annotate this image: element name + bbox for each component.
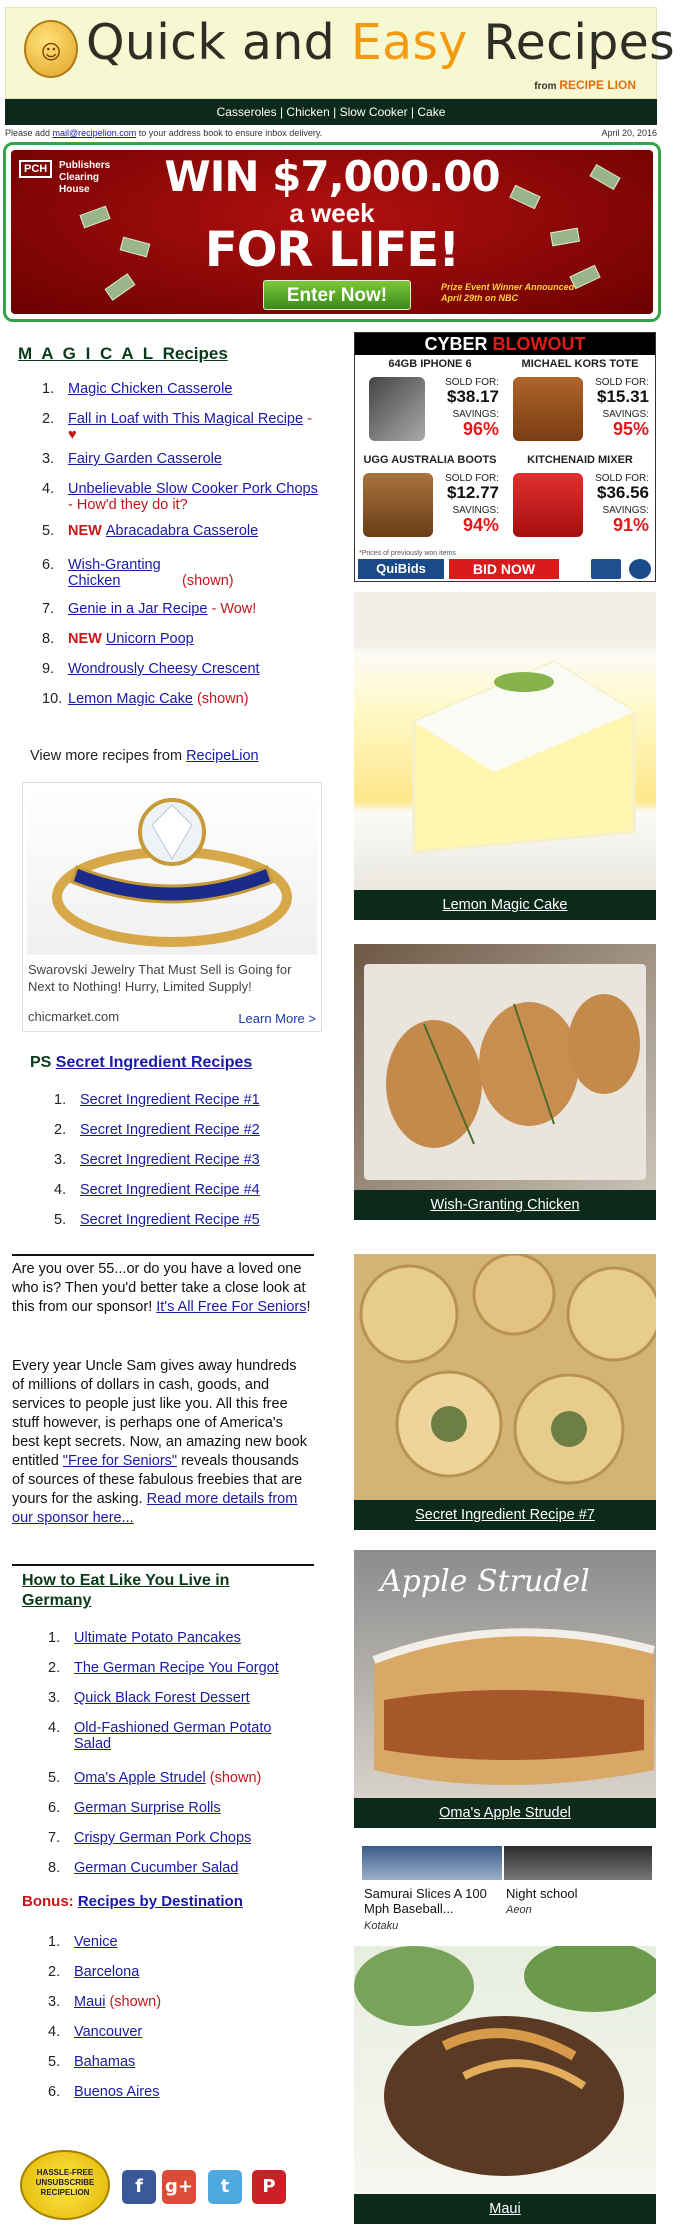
savings-label: SAVINGS: xyxy=(602,505,649,516)
list-item xyxy=(30,1720,320,1770)
list-number: 1. xyxy=(54,1092,67,1108)
recipe-link[interactable]: Lemon Magic Cake xyxy=(68,691,193,707)
title-part-quick-and: Quick and xyxy=(86,14,336,71)
list-item xyxy=(36,1212,316,1242)
pch-banner[interactable] xyxy=(11,150,653,314)
lemon-magic-cake-link[interactable]: Lemon Magic Cake xyxy=(442,897,568,913)
free-for-seniors-link[interactable]: It's All Free For Seniors xyxy=(156,1299,307,1315)
sponsor-details-link[interactable]: Read more details from our sponsor here... xyxy=(12,1491,298,1526)
list-item xyxy=(30,1630,320,1660)
destination-heading xyxy=(22,1893,243,1910)
cyber-title: CYBER xyxy=(424,334,488,354)
prize-note xyxy=(441,282,574,304)
recipe-link[interactable]: Oma's Apple Strudel xyxy=(74,1770,206,1786)
recipe-link[interactable]: Genie in a Jar Recipe xyxy=(68,601,208,617)
badge-line: HASSLE-FREE xyxy=(36,2168,94,2177)
recipe-link[interactable]: Secret Ingredient Recipe #5 xyxy=(80,1212,260,1228)
destination-list xyxy=(30,1934,320,2114)
list-number: 8. xyxy=(42,631,55,647)
nav-cake[interactable]: Cake xyxy=(417,105,446,119)
savings-label: SAVINGS: xyxy=(452,409,499,420)
list-number: 3. xyxy=(54,1152,67,1168)
recipelion-link[interactable]: RecipeLion xyxy=(186,748,259,764)
recipe-link[interactable]: Secret Ingredient Recipe #4 xyxy=(80,1182,260,1198)
savings-percent: 95% xyxy=(612,419,649,439)
list-number: 7. xyxy=(48,1830,61,1846)
nav-separator: | xyxy=(407,105,418,119)
recipe-link[interactable]: German Surprise Rolls xyxy=(74,1800,221,1816)
recipe-link[interactable]: Unicorn Poop xyxy=(105,631,194,647)
title-part-recipes: Recipes xyxy=(483,14,675,71)
sponsored-source: Aeon xyxy=(506,1904,532,1916)
germany-heading xyxy=(22,1571,292,1611)
secret-ingredient-recipe-7-link[interactable]: Secret Ingredient Recipe #7 xyxy=(415,1507,595,1523)
magical-recipes-heading xyxy=(18,344,228,364)
list-number: 2. xyxy=(48,1964,61,1980)
list-item xyxy=(24,481,324,523)
divider xyxy=(12,1254,314,1256)
issue-date: April 20, 2016 xyxy=(601,128,657,138)
list-number: 4. xyxy=(48,2024,61,2040)
recipe-link[interactable]: Wondrously Cheesy Crescent xyxy=(68,661,260,677)
ad-domain: chicmarket.com xyxy=(28,1009,120,1024)
nav-separator: | xyxy=(329,105,340,119)
ring-image[interactable] xyxy=(27,787,317,955)
recipes-by-destination-link[interactable]: Recipes by Destination xyxy=(77,1893,243,1910)
jewelry-ad[interactable] xyxy=(22,782,322,1032)
recipe-link[interactable]: German Cucumber Salad xyxy=(74,1860,239,1876)
bbb-accredited-icon xyxy=(591,559,621,579)
destination-link[interactable]: Bahamas xyxy=(74,2054,136,2070)
list-item xyxy=(30,1934,320,1964)
new-badge: NEW xyxy=(68,631,106,647)
item-name: KITCHENAID MIXER xyxy=(527,454,633,466)
photo-caption xyxy=(354,1500,656,1530)
recipe-note: - Wow! xyxy=(207,601,257,617)
recipe-note: - How'd they do it? xyxy=(68,497,188,513)
view-more-text: View more recipes from xyxy=(30,748,187,764)
list-item xyxy=(30,1860,320,1890)
seniors-paragraph-1 xyxy=(12,1260,312,1317)
cyber-header xyxy=(355,333,655,355)
sold-label: SOLD FOR: xyxy=(445,473,499,484)
ring-illustration xyxy=(27,787,317,955)
list-item xyxy=(30,1830,320,1860)
site-title[interactable] xyxy=(86,14,675,71)
secret-ingredient-link[interactable]: Secret Ingredient Recipes xyxy=(55,1054,253,1071)
free-for-seniors-book-link[interactable]: "Free for Seniors" xyxy=(62,1453,178,1469)
seniors-text-end: ! xyxy=(306,1299,311,1315)
pch-banner-ad[interactable] xyxy=(3,142,661,322)
new-badge: NEW xyxy=(68,523,106,539)
email-link[interactable]: mail@recipelion.com xyxy=(52,128,137,138)
recipe-link[interactable]: Fall in Loaf with This Magical Recipe xyxy=(68,411,304,427)
list-item xyxy=(24,523,324,553)
banner-subline: a week xyxy=(289,198,375,228)
list-number: 5. xyxy=(54,1212,67,1228)
list-item xyxy=(30,1964,320,1994)
recipe-link[interactable]: Secret Ingredient Recipe #1 xyxy=(80,1092,260,1108)
boots-image xyxy=(363,473,433,537)
list-item xyxy=(30,1770,320,1800)
recipe-link[interactable]: Secret Ingredient Recipe #3 xyxy=(80,1152,260,1168)
ps-label: PS xyxy=(30,1054,56,1071)
list-item xyxy=(36,1092,316,1122)
header xyxy=(5,7,675,99)
recipe-link[interactable]: Old-Fashioned German Potato Salad xyxy=(74,1720,272,1752)
list-number: 3. xyxy=(48,1994,61,2010)
maui-link[interactable]: Maui xyxy=(489,2201,521,2217)
list-number: 3. xyxy=(42,451,55,467)
list-number: 8. xyxy=(48,1860,61,1876)
list-item xyxy=(30,2024,320,2054)
recipelion-mascot-icon: ☺ xyxy=(24,20,78,78)
germany-heading-text: How to Eat Like You Live in Germany xyxy=(22,1572,230,1609)
photo-card[interactable] xyxy=(354,944,656,1220)
list-item xyxy=(36,1122,316,1152)
recipe-link[interactable]: Ultimate Potato Pancakes xyxy=(74,1630,241,1646)
item-name: UGG AUSTRALIA BOOTS xyxy=(363,454,497,466)
list-number: 2. xyxy=(54,1122,67,1138)
list-item xyxy=(36,1152,316,1182)
recipe-link[interactable]: Wish-Granting Chicken xyxy=(68,557,161,589)
apple-strudel-overlay-text: Apple Strudel xyxy=(380,1564,590,1599)
enter-now-button[interactable]: Enter Now! xyxy=(263,280,411,310)
list-number: 2. xyxy=(42,411,55,427)
google-plus-icon[interactable] xyxy=(162,2170,196,2204)
tote-image xyxy=(513,377,583,441)
auction-item[interactable] xyxy=(355,451,505,547)
list-item xyxy=(30,1800,320,1830)
recipe-note: (shown) xyxy=(205,1770,262,1786)
magical-recipe-list xyxy=(24,381,324,721)
banner-headline-2: FOR LIFE! xyxy=(204,222,460,278)
apple-strudel-image[interactable] xyxy=(354,1550,656,1798)
nav-casseroles[interactable]: Casseroles xyxy=(216,105,277,119)
seniors-text: Every year Uncle Sam gives away hundreds of millions of dollars in cash, goods, and services to people just like you. All this free stuff however, is perhaps one of America's best kept secrets. Now, an amazing new book entitled xyxy=(12,1358,307,1469)
photo-card[interactable] xyxy=(354,1254,656,1530)
list-number: 4. xyxy=(54,1182,67,1198)
seniors-paragraph-2 xyxy=(12,1357,312,1528)
destination-link[interactable]: Venice xyxy=(74,1934,118,1950)
list-item xyxy=(24,381,324,411)
list-item xyxy=(30,2084,320,2114)
destination-link[interactable]: Vancouver xyxy=(74,2024,143,2040)
savings-label: SAVINGS: xyxy=(452,505,499,516)
secret-ingredient-heading xyxy=(30,1054,252,1072)
sold-price: $36.56 xyxy=(597,483,649,502)
cyber-blowout-ad[interactable] xyxy=(354,332,656,582)
bonus-label: Bonus: xyxy=(22,1893,78,1910)
category-nav xyxy=(5,99,657,125)
sponsored-thumbnail[interactable] xyxy=(362,1846,502,1880)
photo-caption xyxy=(354,890,656,920)
germany-recipe-list xyxy=(30,1630,320,1890)
savings-label: SAVINGS: xyxy=(602,409,649,420)
recipe-note: (shown) xyxy=(192,691,249,707)
list-item xyxy=(30,1660,320,1690)
list-number: 3. xyxy=(48,1690,61,1706)
pinterest-glyph: P xyxy=(262,2176,276,2197)
recipe-note: (shown) xyxy=(178,573,234,589)
photo-caption xyxy=(354,2194,656,2224)
item-name: MICHAEL KORS TOTE xyxy=(521,358,639,370)
list-number: 1. xyxy=(42,381,55,397)
photo-card[interactable] xyxy=(354,592,656,920)
lemon-magic-cake-image[interactable] xyxy=(354,592,656,890)
auction-item[interactable] xyxy=(505,355,655,451)
sold-label: SOLD FOR: xyxy=(445,377,499,388)
list-item xyxy=(30,2054,320,2084)
google-plus-glyph: g+ xyxy=(165,2176,193,2197)
maui-image[interactable] xyxy=(354,1946,656,2194)
recipe-link[interactable]: Fairy Garden Casserole xyxy=(68,451,222,467)
recipe-link[interactable]: Secret Ingredient Recipe #2 xyxy=(80,1122,260,1138)
bid-now-button[interactable]: BID NOW xyxy=(449,559,559,579)
wish-granting-chicken-link[interactable]: Wish-Granting Chicken xyxy=(430,1197,580,1213)
list-number: 5. xyxy=(48,2054,61,2070)
view-more-line xyxy=(30,748,259,764)
photo-caption xyxy=(354,1190,656,1220)
pch-line: Publishers xyxy=(59,160,111,171)
sold-label: SOLD FOR: xyxy=(595,377,649,388)
secret-recipe-list xyxy=(36,1092,316,1242)
prices-note: *Prices of previously won items xyxy=(359,550,456,557)
pch-line: House xyxy=(59,184,90,195)
destination-link[interactable]: Maui xyxy=(74,1994,106,2010)
list-item xyxy=(30,1994,320,2024)
quibids-logo: QuiBids xyxy=(358,559,444,579)
hassle-free-unsubscribe-badge[interactable] xyxy=(20,2150,110,2220)
savings-percent: 91% xyxy=(612,515,649,535)
facebook-icon[interactable] xyxy=(122,2170,156,2204)
learn-more-link[interactable]: Learn More > xyxy=(238,1011,316,1026)
sold-label: SOLD FOR: xyxy=(595,473,649,484)
sponsored-thumbnail[interactable] xyxy=(504,1846,652,1880)
list-number: 10. xyxy=(42,691,63,707)
pinterest-icon[interactable] xyxy=(252,2170,286,2204)
twitter-icon[interactable] xyxy=(208,2170,242,2204)
auction-item[interactable] xyxy=(355,355,505,451)
prize-line-1: Prize Event Winner Announced xyxy=(441,282,575,292)
heading-recipes: Recipes xyxy=(162,344,228,363)
badge-line: RECIPELION xyxy=(40,2188,90,2197)
apple-strudel-link[interactable]: Oma's Apple Strudel xyxy=(439,1805,571,1821)
list-item xyxy=(30,1690,320,1720)
list-item xyxy=(36,1182,316,1212)
twitter-glyph: t xyxy=(220,2176,230,2197)
savings-percent: 96% xyxy=(462,419,499,439)
ad-copy: Swarovski Jewelry That Must Sell is Going for Next to Nothing! Hurry, Limited Supply! xyxy=(28,962,292,994)
nav-slow-cooker[interactable]: Slow Cooker xyxy=(339,105,408,119)
notice-suffix: to your address book to ensure inbox delivery. xyxy=(136,128,323,138)
recipe-link[interactable]: Quick Black Forest Dessert xyxy=(74,1690,250,1706)
list-item xyxy=(24,451,324,481)
byline xyxy=(534,78,636,92)
recipe-note: - ♥ xyxy=(68,411,312,443)
seniors-text: Are you over 55...or do you have a loved one who is? Then you'd better take a close look at this from our sponsor! xyxy=(12,1261,306,1315)
pch-logo-box: PCH xyxy=(19,160,52,178)
phone-image xyxy=(369,377,425,441)
list-number: 6. xyxy=(48,2084,61,2100)
facebook-glyph: f xyxy=(135,2176,143,2197)
notice-prefix: Please add xyxy=(5,128,53,138)
prize-line-2: April 29th on NBC xyxy=(441,293,519,303)
blowout-title: BLOWOUT xyxy=(492,334,586,354)
photo-caption xyxy=(354,1798,656,1828)
nav-chicken[interactable]: Chicken xyxy=(286,105,330,119)
list-item xyxy=(24,553,324,601)
badge-line: UNSUBSCRIBE xyxy=(35,2178,95,2187)
mixer-image xyxy=(513,473,583,537)
divider xyxy=(12,1564,314,1566)
seniors-text: reveals thousands of sources of these fabulous freebies that are yours for the asking. xyxy=(12,1453,303,1507)
wish-granting-chicken-image[interactable] xyxy=(354,944,656,1190)
list-number: 4. xyxy=(48,1720,61,1736)
a-rating-icon xyxy=(629,559,651,579)
recipe-link[interactable]: Abracadabra Casserole xyxy=(105,523,259,539)
sponsored-title[interactable]: Night school xyxy=(506,1886,578,1901)
recipe-link[interactable]: Magic Chicken Casserole xyxy=(68,381,233,397)
recipe-link[interactable]: Unbelievable Slow Cooker Pork Chops xyxy=(68,481,318,497)
list-number: 6. xyxy=(42,557,55,573)
destination-link[interactable]: Barcelona xyxy=(74,1964,140,1980)
list-number: 1. xyxy=(48,1934,61,1950)
sponsored-stories xyxy=(362,1846,652,1936)
savings-percent: 94% xyxy=(462,515,499,535)
list-item xyxy=(24,601,324,631)
list-number: 1. xyxy=(48,1630,61,1646)
sold-price: $12.77 xyxy=(447,483,499,502)
recipe-link[interactable]: The German Recipe You Forgot xyxy=(74,1660,279,1676)
sold-price: $15.31 xyxy=(597,387,649,406)
sponsored-title[interactable]: Samurai Slices A 100 Mph Baseball... xyxy=(364,1886,487,1916)
list-number: 7. xyxy=(42,601,55,617)
recipe-note: (shown) xyxy=(105,1994,162,2010)
photo-card[interactable] xyxy=(354,1550,656,1828)
auction-item[interactable] xyxy=(505,451,655,547)
list-item xyxy=(24,631,324,661)
title-part-easy: Easy xyxy=(350,14,468,71)
brand-logo-text[interactable]: RECIPE LION xyxy=(559,78,636,92)
list-number: 6. xyxy=(48,1800,61,1816)
recipe-link[interactable]: Crispy German Pork Chops xyxy=(74,1830,252,1846)
list-item xyxy=(24,411,324,451)
pch-line: Clearing xyxy=(59,172,100,183)
list-number: 9. xyxy=(42,661,55,677)
sponsored-source: Kotaku xyxy=(364,1920,399,1932)
list-number: 5. xyxy=(42,523,55,539)
byline-from: from xyxy=(534,81,557,92)
list-number: 5. xyxy=(48,1770,61,1786)
secret-ingredient-recipe-7-image[interactable] xyxy=(354,1254,656,1500)
list-number: 4. xyxy=(42,481,55,497)
banner-headline: WIN $7,000.00 xyxy=(164,152,500,201)
heading-magical: M A G I C A L xyxy=(18,344,156,363)
photo-card[interactable] xyxy=(354,1946,656,2224)
sold-price: $38.17 xyxy=(447,387,499,406)
nav-separator: | xyxy=(276,105,287,119)
address-book-notice xyxy=(5,128,657,140)
destination-link[interactable]: Buenos Aires xyxy=(74,2084,160,2100)
list-item xyxy=(24,661,324,691)
list-number: 2. xyxy=(48,1660,61,1676)
list-item xyxy=(24,691,324,721)
item-name: 64GB IPHONE 6 xyxy=(388,358,472,370)
